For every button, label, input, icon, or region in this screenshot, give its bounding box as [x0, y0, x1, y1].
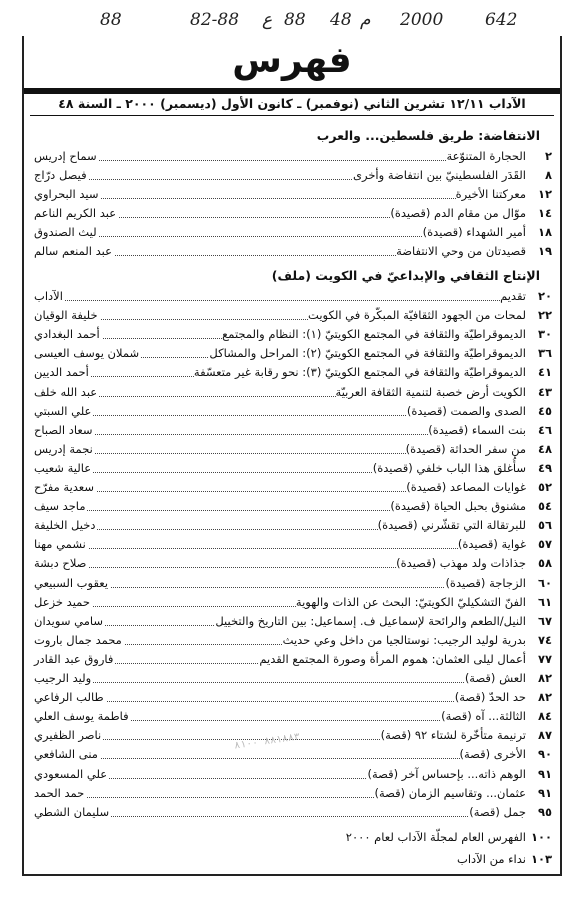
- entry-author: أحمد الديين: [34, 365, 89, 380]
- entry-title: الزجاجة (قصيدة): [445, 575, 526, 590]
- entry-author: منى الشافعي: [34, 747, 98, 762]
- entry-author: فيصل درّاج: [34, 168, 87, 182]
- entry-title: أعمال ليلى العثمان: هموم المرأة وصورة المجتمع القديم: [259, 651, 526, 666]
- entry-title: الحجارة المتنوّعة: [446, 149, 526, 163]
- faded-stamp: ٨٨١٨٨٣ ٨١٠٠: [233, 731, 301, 752]
- index-entry: [34, 423, 552, 441]
- entry-author: فاروق عبد القادر: [34, 651, 114, 666]
- index-page: [22, 36, 562, 876]
- index-entry: [34, 576, 552, 594]
- title-rule: [24, 88, 560, 94]
- index-entry: [34, 690, 552, 708]
- index-entry: [34, 614, 552, 632]
- entry-title: غوايات المصاعد (قصيدة): [406, 480, 526, 494]
- page-number: ٩٥: [537, 804, 552, 819]
- entry-author: ماجد سيف: [34, 499, 86, 514]
- entry-title: تقديم: [500, 289, 526, 303]
- entry-title: مشنوق بحبل الحياة (قصيدة): [390, 499, 526, 514]
- index-entry: [34, 537, 552, 555]
- leader-dots: [34, 758, 526, 759]
- page-number: ٣٠: [537, 327, 552, 342]
- handwritten-note-g: 2000: [400, 10, 444, 30]
- entry-title: جمل (قصة): [469, 804, 526, 819]
- page-number: ٤٣: [537, 384, 552, 399]
- entry-author: خليفة الوقيان: [34, 308, 98, 323]
- page-number: ٤٦: [537, 422, 552, 437]
- index-entry: [34, 786, 552, 804]
- entry-author: أحمد البغدادي: [34, 327, 100, 342]
- index-entry: [34, 747, 552, 765]
- leader-dots: [34, 300, 526, 301]
- entry-title: من سفر الحداثة (قصيدة): [405, 441, 526, 456]
- page-number: ٩١: [537, 766, 552, 781]
- entry-title: الكويت أرض خصبة لتنمية الثقافة العربيّة: [335, 384, 526, 399]
- entry-title: لمحات من الجهود الثقافيّة المبكّرة في الكويت: [308, 308, 526, 323]
- index-entry: [34, 365, 552, 383]
- index-entry: [34, 327, 552, 345]
- page-number: ٦٠: [537, 575, 552, 590]
- handwritten-note-b: 82-88: [190, 10, 240, 30]
- entry-author: علي المسعودي: [34, 766, 108, 781]
- entry-title: الثالثة... آه (قصة): [441, 709, 526, 724]
- entry-title: النيل/الطعم والرائحة لإسماعيل ف. إسماعيل: بين التاريخ والتخييل: [215, 613, 526, 628]
- section-heading-intifada: الانتفاضة: طريق فلسطين... والعرب: [316, 128, 540, 143]
- page-number: ٤٥: [537, 403, 552, 418]
- entry-author: ليث الصندوق: [34, 225, 97, 239]
- handwritten-note-e: 48: [330, 10, 352, 30]
- page-number: ٢٢: [537, 308, 552, 323]
- index-entry: [34, 633, 552, 651]
- index-header: [24, 36, 560, 111]
- entry-author: ناصر الظفيري: [34, 728, 102, 743]
- entry-title: القَدَر الفلسطينيّ بين انتفاضة وأخرى: [352, 168, 526, 182]
- entry-title: للبرتقالة التي تقشّرني (قصيدة): [377, 518, 526, 533]
- index-entry: [34, 767, 552, 785]
- entry-title: الديموقراطيّة والثقافة في المجتمع الكويتيّ (٣): نحو رقابة غير متعسّفة: [193, 365, 526, 380]
- index-entry: [34, 206, 552, 224]
- entry-title: غواية (قصيدة): [457, 537, 526, 552]
- entry-title: بدرية لوليد الرجيب: نوستالجيا من داخل وعي حديث: [282, 632, 526, 647]
- entry-title: معركتنا الأخيرة: [455, 187, 526, 201]
- page-number: ١٩: [537, 244, 552, 258]
- section-heading-kuwait: الإنتاج الثقافي والإبداعيّ في الكويت (ملف): [271, 268, 540, 283]
- entry-title: العش (قصة): [464, 671, 526, 685]
- page-number: ٢٠: [537, 289, 552, 303]
- index-entry: [34, 346, 552, 364]
- entry-author: سعاد الصباح: [34, 422, 93, 437]
- index-entry: [34, 595, 552, 613]
- index-entry: [34, 404, 552, 422]
- entry-author: نشمي مهنا: [34, 537, 86, 552]
- page-title: فهرس: [232, 40, 352, 81]
- entry-title: الديموقراطيّة والثقافة في المجتمع الكويتيّ (٢): المراحل والمشاكل: [209, 346, 526, 361]
- page-number: ٥٨: [537, 556, 552, 571]
- page-number: ١٠٠: [530, 829, 552, 844]
- index-entry: [34, 556, 552, 574]
- index-entry: [34, 187, 552, 205]
- entry-title: حد الحدّ (قصة): [454, 690, 526, 705]
- leader-dots: [34, 682, 526, 683]
- entry-author: عبد الكريم الناعم: [34, 206, 117, 220]
- entry-title: عثمان... وتقاسيم الزمان (قصة): [374, 785, 526, 800]
- entry-title: قصيدتان من وحي الانتفاضة: [396, 244, 526, 258]
- entry-author: عالية شعيب: [34, 460, 92, 475]
- handwritten-note-f: م: [360, 10, 371, 30]
- entry-title: بنت السماء (قصيدة): [428, 422, 526, 437]
- issue-subtitle: الآداب ١٢/١١ تشرين الثاني (نوفمبر) ـ كانون الأول (ديسمبر) ٢٠٠٠ ـ السنة ٤٨: [30, 96, 554, 116]
- page-number: ٥٦: [537, 518, 552, 533]
- page-number: ١٠٣: [530, 851, 552, 866]
- index-entry: [34, 830, 552, 848]
- index-entry: [34, 652, 552, 670]
- entry-title: الفهرس العام لمجلّة الآداب لعام ٢٠٠٠: [345, 829, 526, 844]
- entry-title: جذاذات ولد مهذب (قصيدة): [396, 556, 526, 571]
- page-number: ٨٤: [537, 709, 552, 724]
- page-number: ١٨: [537, 225, 552, 239]
- leader-dots: [34, 548, 526, 549]
- entry-author: شملان يوسف العيسى: [34, 346, 140, 361]
- handwritten-note-d: 88: [284, 10, 306, 30]
- entry-author: حمد الحمد: [34, 785, 85, 800]
- index-entry: [34, 671, 552, 689]
- index-entry: [34, 499, 552, 517]
- page-number: ٨٢: [537, 690, 552, 705]
- entry-author: سعدية مفرّح: [34, 480, 94, 494]
- entry-author: فاطمة يوسف العلي: [34, 709, 129, 724]
- index-entry: [34, 385, 552, 403]
- page-number: ١٢: [537, 187, 552, 201]
- entry-author: علي السبتي: [34, 403, 92, 418]
- index-entry: [34, 442, 552, 460]
- page-number: ٦١: [537, 594, 552, 609]
- page-number: ٧٧: [537, 651, 552, 666]
- entry-author: الآداب: [34, 289, 63, 303]
- page-number: ٩٠: [537, 747, 552, 762]
- index-entry: [34, 225, 552, 243]
- leader-dots: [34, 701, 526, 702]
- page-number: ٤١: [537, 365, 552, 380]
- entry-title: موّال من مقام الدم (قصيدة): [390, 206, 526, 220]
- entry-title: نداء من الآداب: [457, 851, 526, 866]
- index-entry: [34, 149, 552, 167]
- entry-title: الصدى والصمت (قصيدة): [406, 403, 526, 418]
- entry-title: سأُغلق هذا الباب خلفي (قصيدة): [372, 460, 526, 475]
- index-entry: [34, 308, 552, 326]
- page-number: ٩١: [537, 785, 552, 800]
- page-number: ٥٢: [537, 480, 552, 494]
- page-number: ٥٤: [537, 499, 552, 514]
- entry-author: سامي سويدان: [34, 613, 103, 628]
- entry-author: نجمة إدريس: [34, 441, 93, 456]
- index-entry: [34, 852, 552, 870]
- index-entry: [34, 480, 552, 498]
- entry-author: عبد المنعم سالم: [34, 244, 112, 258]
- page-number: ٣٦: [537, 346, 552, 361]
- entry-author: سماح إدريس: [34, 149, 97, 163]
- handwritten-note-h: 642: [485, 10, 518, 30]
- page-number: ٨٢: [537, 671, 552, 685]
- entry-author: دخيل الخليفة: [34, 518, 96, 533]
- entry-title: الفنّ التشكيليّ الكويتيّ: البحث عن الذات والهوية: [295, 594, 526, 609]
- entry-title: ترنيمة متأخّرة لشتاء ٩٢ (قصة): [380, 728, 526, 743]
- entry-author: عبد الله خلف: [34, 384, 98, 399]
- entry-author: يعقوب السبيعي: [34, 575, 109, 590]
- page-number: ٤٩: [537, 460, 552, 475]
- entry-author: سيد البحراوي: [34, 187, 99, 201]
- page-number: ٢: [544, 149, 552, 163]
- leader-dots: [34, 198, 526, 199]
- entry-title: الديموقراطيّة والثقافة في المجتمع الكويتيّ (١): النظام والمجتمع: [222, 327, 526, 342]
- handwritten-annotations: [0, 6, 588, 36]
- page-number: ١٤: [537, 206, 552, 220]
- entry-author: حميد خزعل: [34, 594, 90, 609]
- entry-author: صلاح دبشة: [34, 556, 87, 571]
- entry-author: وليد الرجيب: [34, 671, 92, 685]
- page-number: ٦٧: [537, 613, 552, 628]
- index-entry: [34, 805, 552, 823]
- page-number: ٥٧: [537, 537, 552, 552]
- index-entry: [34, 518, 552, 536]
- entry-title: الوهم ذاته... بإحساس آخر (قصة): [367, 766, 526, 781]
- entry-author: سليمان الشطي: [34, 804, 110, 819]
- handwritten-note-c: ع: [262, 10, 273, 30]
- index-entry: [34, 168, 552, 186]
- index-entry: [34, 289, 552, 307]
- page-number: ٤٨: [537, 441, 552, 456]
- handwritten-note-a: 88: [100, 10, 122, 30]
- entry-author: محمد جمال باروت: [34, 632, 122, 647]
- page-number: ٨٧: [537, 728, 552, 743]
- index-entry: [34, 244, 552, 262]
- page-number: ٨: [544, 168, 552, 182]
- entry-title: الأخرى (قصة): [459, 747, 526, 762]
- page-number: ٧٤: [537, 632, 552, 647]
- index-entry: [34, 461, 552, 479]
- entry-title: أمير الشهداء (قصيدة): [422, 225, 526, 239]
- entry-author: طالب الرفاعي: [34, 690, 104, 705]
- index-entry: [34, 709, 552, 727]
